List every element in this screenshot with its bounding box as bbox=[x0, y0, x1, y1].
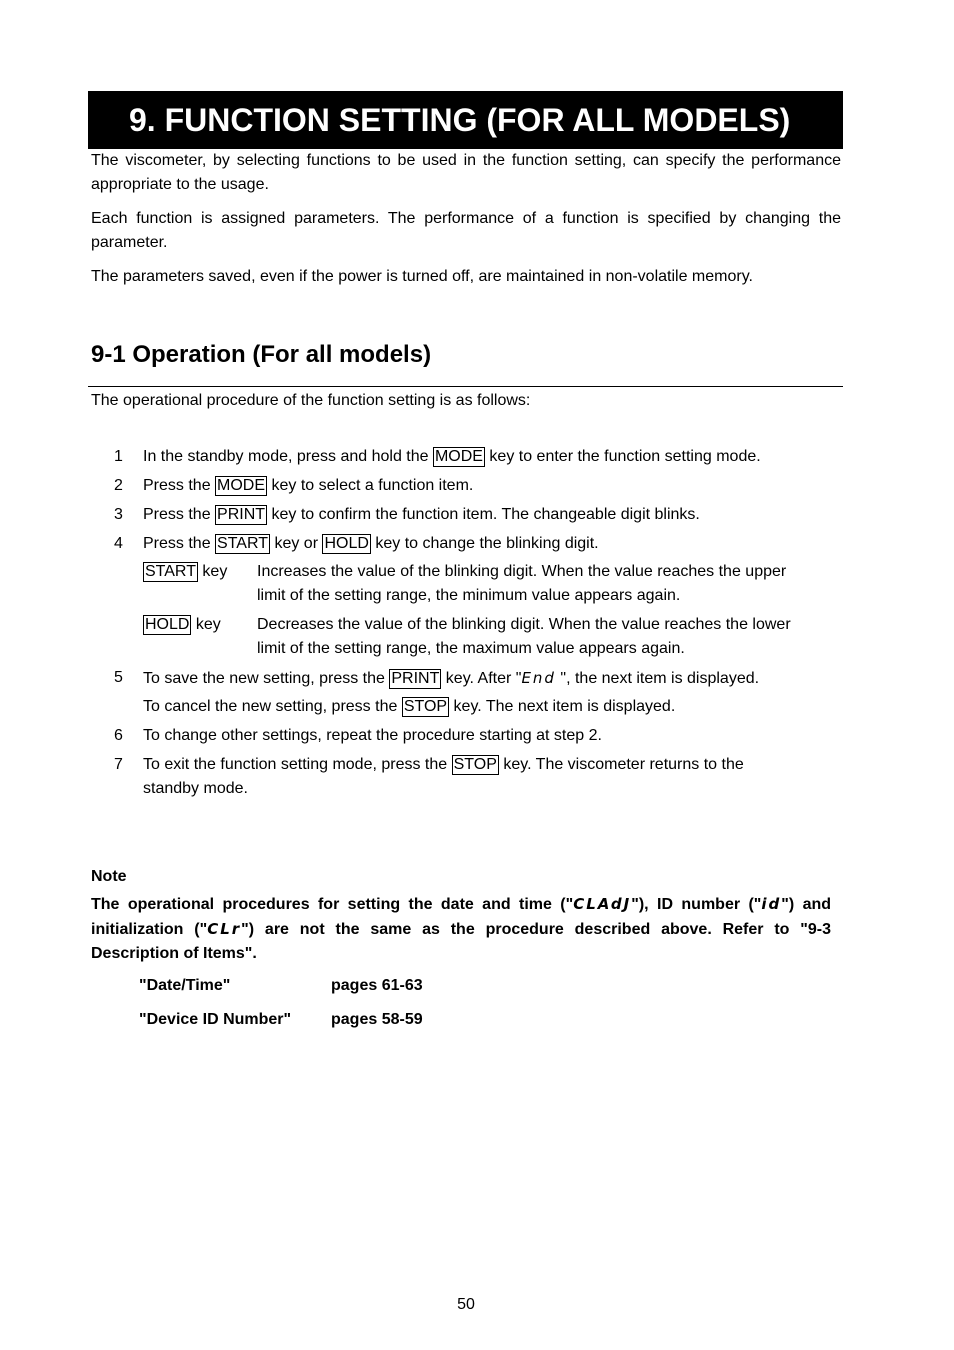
step-text: key to enter the function setting mode. bbox=[484, 448, 761, 465]
step-text: ", the next item is displayed. bbox=[555, 670, 760, 687]
reference-label: "Device ID Number" bbox=[139, 1011, 292, 1028]
mode-key: MODE bbox=[434, 448, 483, 465]
section-heading: 9-1 Operation (For all models) bbox=[91, 341, 432, 368]
key-suffix: key bbox=[191, 616, 221, 633]
clock-adjust-display: CLAdJ bbox=[573, 895, 632, 913]
hold-key-description: Decreases the value of the blinking digit. When the value reaches the lower bbox=[257, 616, 791, 633]
reference-label: "Date/Time" bbox=[139, 977, 231, 994]
step-text: key. The next item is displayed. bbox=[449, 698, 676, 715]
intro-paragraph-3: The parameters saved, even if the power is turned off, are maintained in non-volatile memory. bbox=[91, 268, 753, 285]
step-number: 6 bbox=[114, 727, 123, 744]
start-key: START bbox=[217, 535, 268, 552]
start-key-description-cont: limit of the setting range, the minimum value appears again. bbox=[257, 587, 681, 604]
step-text: key to select a function item. bbox=[267, 477, 474, 494]
step-3 bbox=[143, 503, 700, 527]
step-7 bbox=[143, 753, 744, 777]
hold-key-label bbox=[143, 613, 221, 637]
page-number: 50 bbox=[457, 1296, 475, 1313]
step-text: Press the bbox=[143, 535, 216, 552]
intro-paragraph-2: Each function is assigned parameters. The performance of a function is specified by changing the parameter. bbox=[91, 210, 841, 251]
step-1 bbox=[143, 445, 761, 469]
start-key-label bbox=[143, 560, 227, 584]
reference-pages: pages 61-63 bbox=[331, 977, 423, 994]
step-4 bbox=[143, 532, 599, 556]
end-display-indicator: End bbox=[521, 669, 556, 687]
reference-pages: pages 58-59 bbox=[331, 1011, 423, 1028]
step-number: 1 bbox=[114, 448, 123, 465]
step-text: key to confirm the function item. The changeable digit blinks. bbox=[267, 506, 700, 523]
step-text: To cancel the new setting, press the bbox=[143, 698, 402, 715]
hold-key-description-cont: limit of the setting range, the maximum value appears again. bbox=[257, 640, 685, 657]
note-text: ") and initialization (" bbox=[91, 896, 832, 938]
step-6: To change other settings, repeat the procedure starting at step 2. bbox=[143, 727, 602, 744]
step-text: In the standby mode, press and hold the bbox=[143, 448, 433, 465]
step-number: 7 bbox=[114, 756, 123, 773]
note-title: Note bbox=[91, 868, 127, 885]
step-7-cont: standby mode. bbox=[143, 780, 248, 797]
chapter-title: 9. FUNCTION SETTING (FOR ALL MODELS) bbox=[129, 102, 791, 138]
hold-key: HOLD bbox=[145, 616, 190, 633]
stop-key: STOP bbox=[453, 756, 497, 773]
key-suffix: key bbox=[197, 563, 228, 580]
step-number: 3 bbox=[114, 506, 123, 523]
step-text: To save the new setting, press the bbox=[143, 670, 390, 687]
step-5-cancel bbox=[143, 695, 675, 719]
step-text: key or bbox=[270, 535, 323, 552]
step-text: Press the bbox=[143, 477, 216, 494]
intro-paragraph-1: The viscometer, by selecting functions to be used in the function setting, can specify the performance appropriate to the usage. bbox=[91, 152, 841, 193]
stop-key: STOP bbox=[403, 698, 448, 715]
id-display: id bbox=[761, 895, 782, 913]
note-text: "), ID number (" bbox=[631, 896, 762, 913]
start-key: START bbox=[145, 563, 196, 580]
clear-display: CLr bbox=[207, 920, 242, 938]
step-text: key. After " bbox=[441, 670, 522, 687]
section-lead: The operational procedure of the function setting is as follows: bbox=[91, 392, 531, 409]
chapter-title-banner bbox=[88, 91, 843, 149]
note-text: ") are not the same as the procedure described above. Refer to "9-3 Description of Items". bbox=[91, 921, 831, 962]
section-divider bbox=[88, 386, 843, 387]
step-number: 4 bbox=[114, 535, 123, 552]
step-number: 5 bbox=[114, 669, 123, 686]
hold-key: HOLD bbox=[324, 535, 369, 552]
step-text: key. The viscometer returns to the bbox=[498, 756, 744, 773]
print-key: PRINT bbox=[217, 506, 266, 523]
step-number: 2 bbox=[114, 477, 123, 494]
note-body bbox=[91, 892, 831, 966]
step-text: To exit the function setting mode, press the bbox=[143, 756, 452, 773]
step-5 bbox=[143, 666, 759, 691]
step-2 bbox=[143, 474, 473, 498]
print-key: PRINT bbox=[391, 670, 440, 687]
note-text: The operational procedures for setting the date and time (" bbox=[91, 896, 574, 913]
step-text: Press the bbox=[143, 506, 216, 523]
mode-key: MODE bbox=[217, 477, 266, 494]
start-key-description: Increases the value of the blinking digit. When the value reaches the upper bbox=[257, 563, 787, 580]
step-text: key to change the blinking digit. bbox=[370, 535, 599, 552]
